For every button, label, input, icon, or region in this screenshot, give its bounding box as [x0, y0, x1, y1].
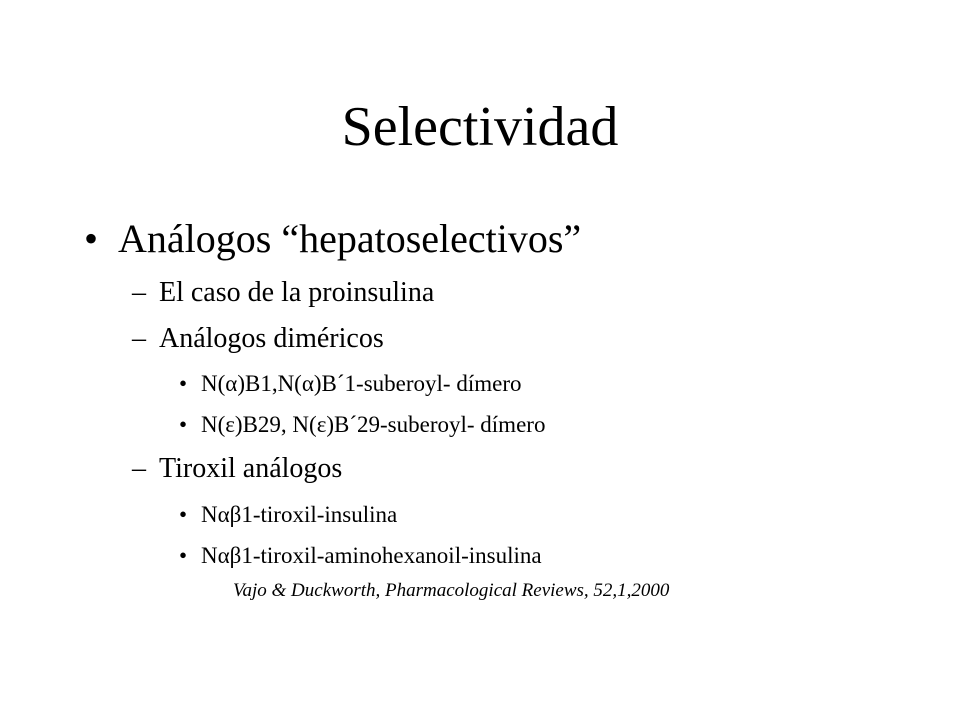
dash-icon: – [132, 323, 146, 354]
dash-icon: – [132, 453, 146, 484]
bullet-icon: • [179, 412, 188, 437]
list-item-level2 [132, 322, 384, 356]
list-item-text: El caso de la proinsulina [159, 277, 435, 308]
citation: Vajo & Duckworth, Pharmacological Reviews, 52,1,2000 [233, 580, 670, 601]
list-item-text: Análogos diméricos [159, 323, 384, 354]
list-item-level3 [179, 501, 397, 529]
slide-title: Selectividad [341, 96, 619, 158]
list-item-text: Nαβ1-tiroxil-aminohexanoil-insulina [201, 543, 542, 568]
dash-icon: – [132, 277, 146, 308]
bullet-icon: • [179, 371, 188, 396]
list-item-level1 [84, 216, 581, 262]
list-item-text: Nαβ1-tiroxil-insulina [201, 502, 398, 527]
list-item-text: N(ε)B29, N(ε)B´29-suberoyl- dímero [201, 412, 546, 437]
bullet-icon: • [179, 502, 188, 527]
list-item-text: Análogos “hepatoselectivos” [118, 216, 582, 261]
list-item-level3 [179, 542, 542, 570]
bullet-icon: • [84, 216, 99, 261]
list-item-level2 [132, 452, 342, 486]
list-item-level3 [179, 411, 545, 439]
list-item-text: Tiroxil análogos [159, 453, 343, 484]
list-item-level2 [132, 276, 434, 310]
list-item-text: N(α)B1,N(α)B´1-suberoyl- dímero [201, 371, 522, 396]
bullet-icon: • [179, 543, 188, 568]
list-item-level3 [179, 370, 521, 398]
